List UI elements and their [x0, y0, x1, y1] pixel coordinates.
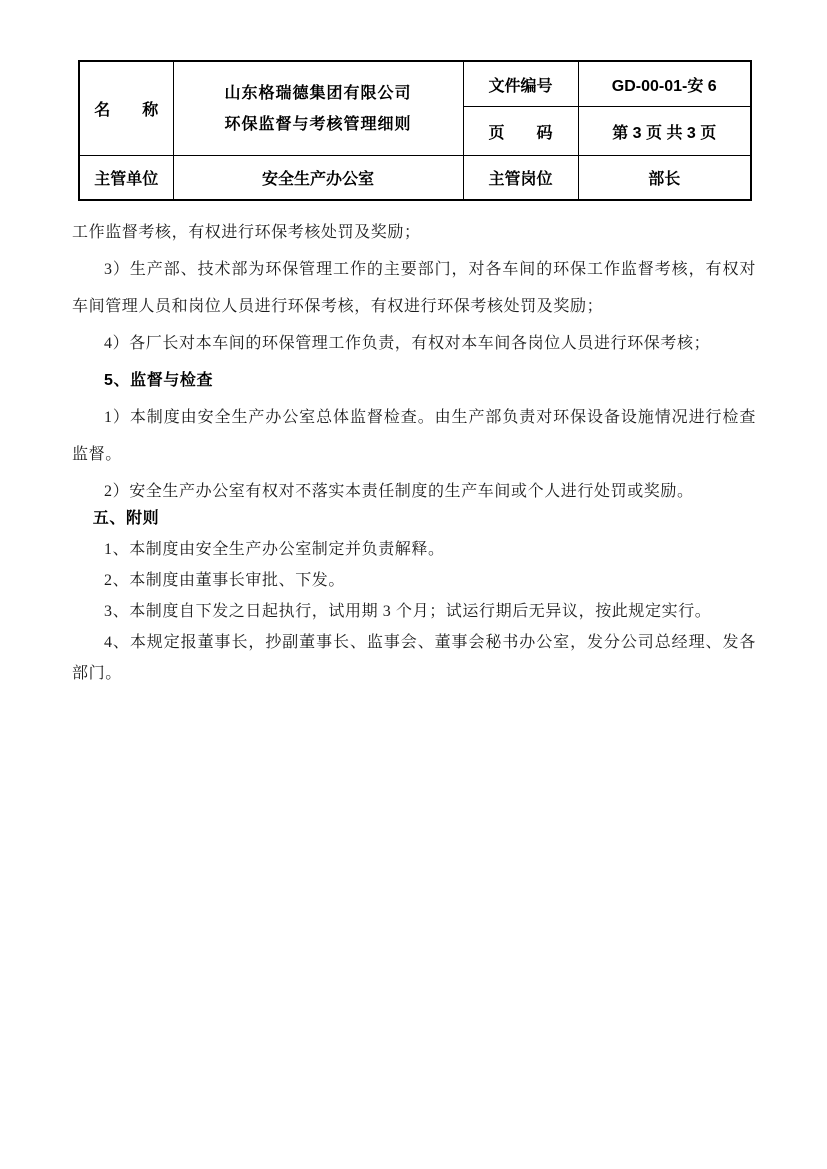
doc-number-value-cell: GD-00-01-安 6 — [578, 61, 751, 107]
document-title-cell — [173, 61, 463, 156]
name-label-cell: 名 称 — [79, 61, 173, 156]
doc-number-label-cell: 文件编号 — [463, 61, 578, 107]
document-body — [72, 214, 756, 689]
responsible-unit-label-cell: 主管单位 — [79, 156, 173, 201]
body-paragraph: 3）生产部、技术部为环保管理工作的主要部门，对各车间的环保工作监督考核，有权对车间管理人员和岗位人员进行环保考核，有权进行环保考核处罚及奖励； — [72, 261, 756, 315]
body-paragraph: 3、本制度自下发之日起执行，试用期 3 个月；试运行期后无异议，按此规定实行。 — [104, 603, 712, 620]
document-title-line2: 环保监督与考核管理细则 — [224, 115, 412, 133]
body-paragraph: 1、本制度由安全生产办公室制定并负责解释。 — [104, 541, 445, 558]
section-heading: 5、监督与检查 — [104, 372, 214, 389]
body-paragraph: 工作监督考核，有权进行环保考核处罚及奖励； — [72, 224, 421, 241]
body-paragraph: 1）本制度由安全生产办公室总体监督检查。由生产部负责对环保设备设施情况进行检查监督。 — [72, 409, 756, 463]
document-header-table — [78, 60, 752, 201]
body-paragraph: 4、本规定报董事长，抄副董事长、监事会、董事会秘书办公室，发分公司总经理、发各部门。 — [72, 634, 756, 682]
section-heading: 五、附则 — [92, 510, 160, 527]
responsible-unit-value-cell: 安全生产办公室 — [173, 156, 463, 201]
body-paragraph: 4）各厂长对本车间的环保管理工作负责，有权对本车间各岗位人员进行环保考核； — [104, 335, 711, 352]
page-number-value-cell: 第 3 页 共 3 页 — [578, 107, 751, 156]
responsible-post-label-cell: 主管岗位 — [463, 156, 578, 201]
body-paragraph: 2）安全生产办公室有权对不落实本责任制度的生产车间或个人进行处罚或奖励。 — [104, 483, 694, 500]
responsible-post-value-cell: 部长 — [578, 156, 751, 201]
page-number-label-cell: 页 码 — [463, 107, 578, 156]
document-title-line1: 山东格瑞德集团有限公司 — [224, 84, 412, 102]
body-paragraph: 2、本制度由董事长审批、下发。 — [104, 572, 346, 589]
